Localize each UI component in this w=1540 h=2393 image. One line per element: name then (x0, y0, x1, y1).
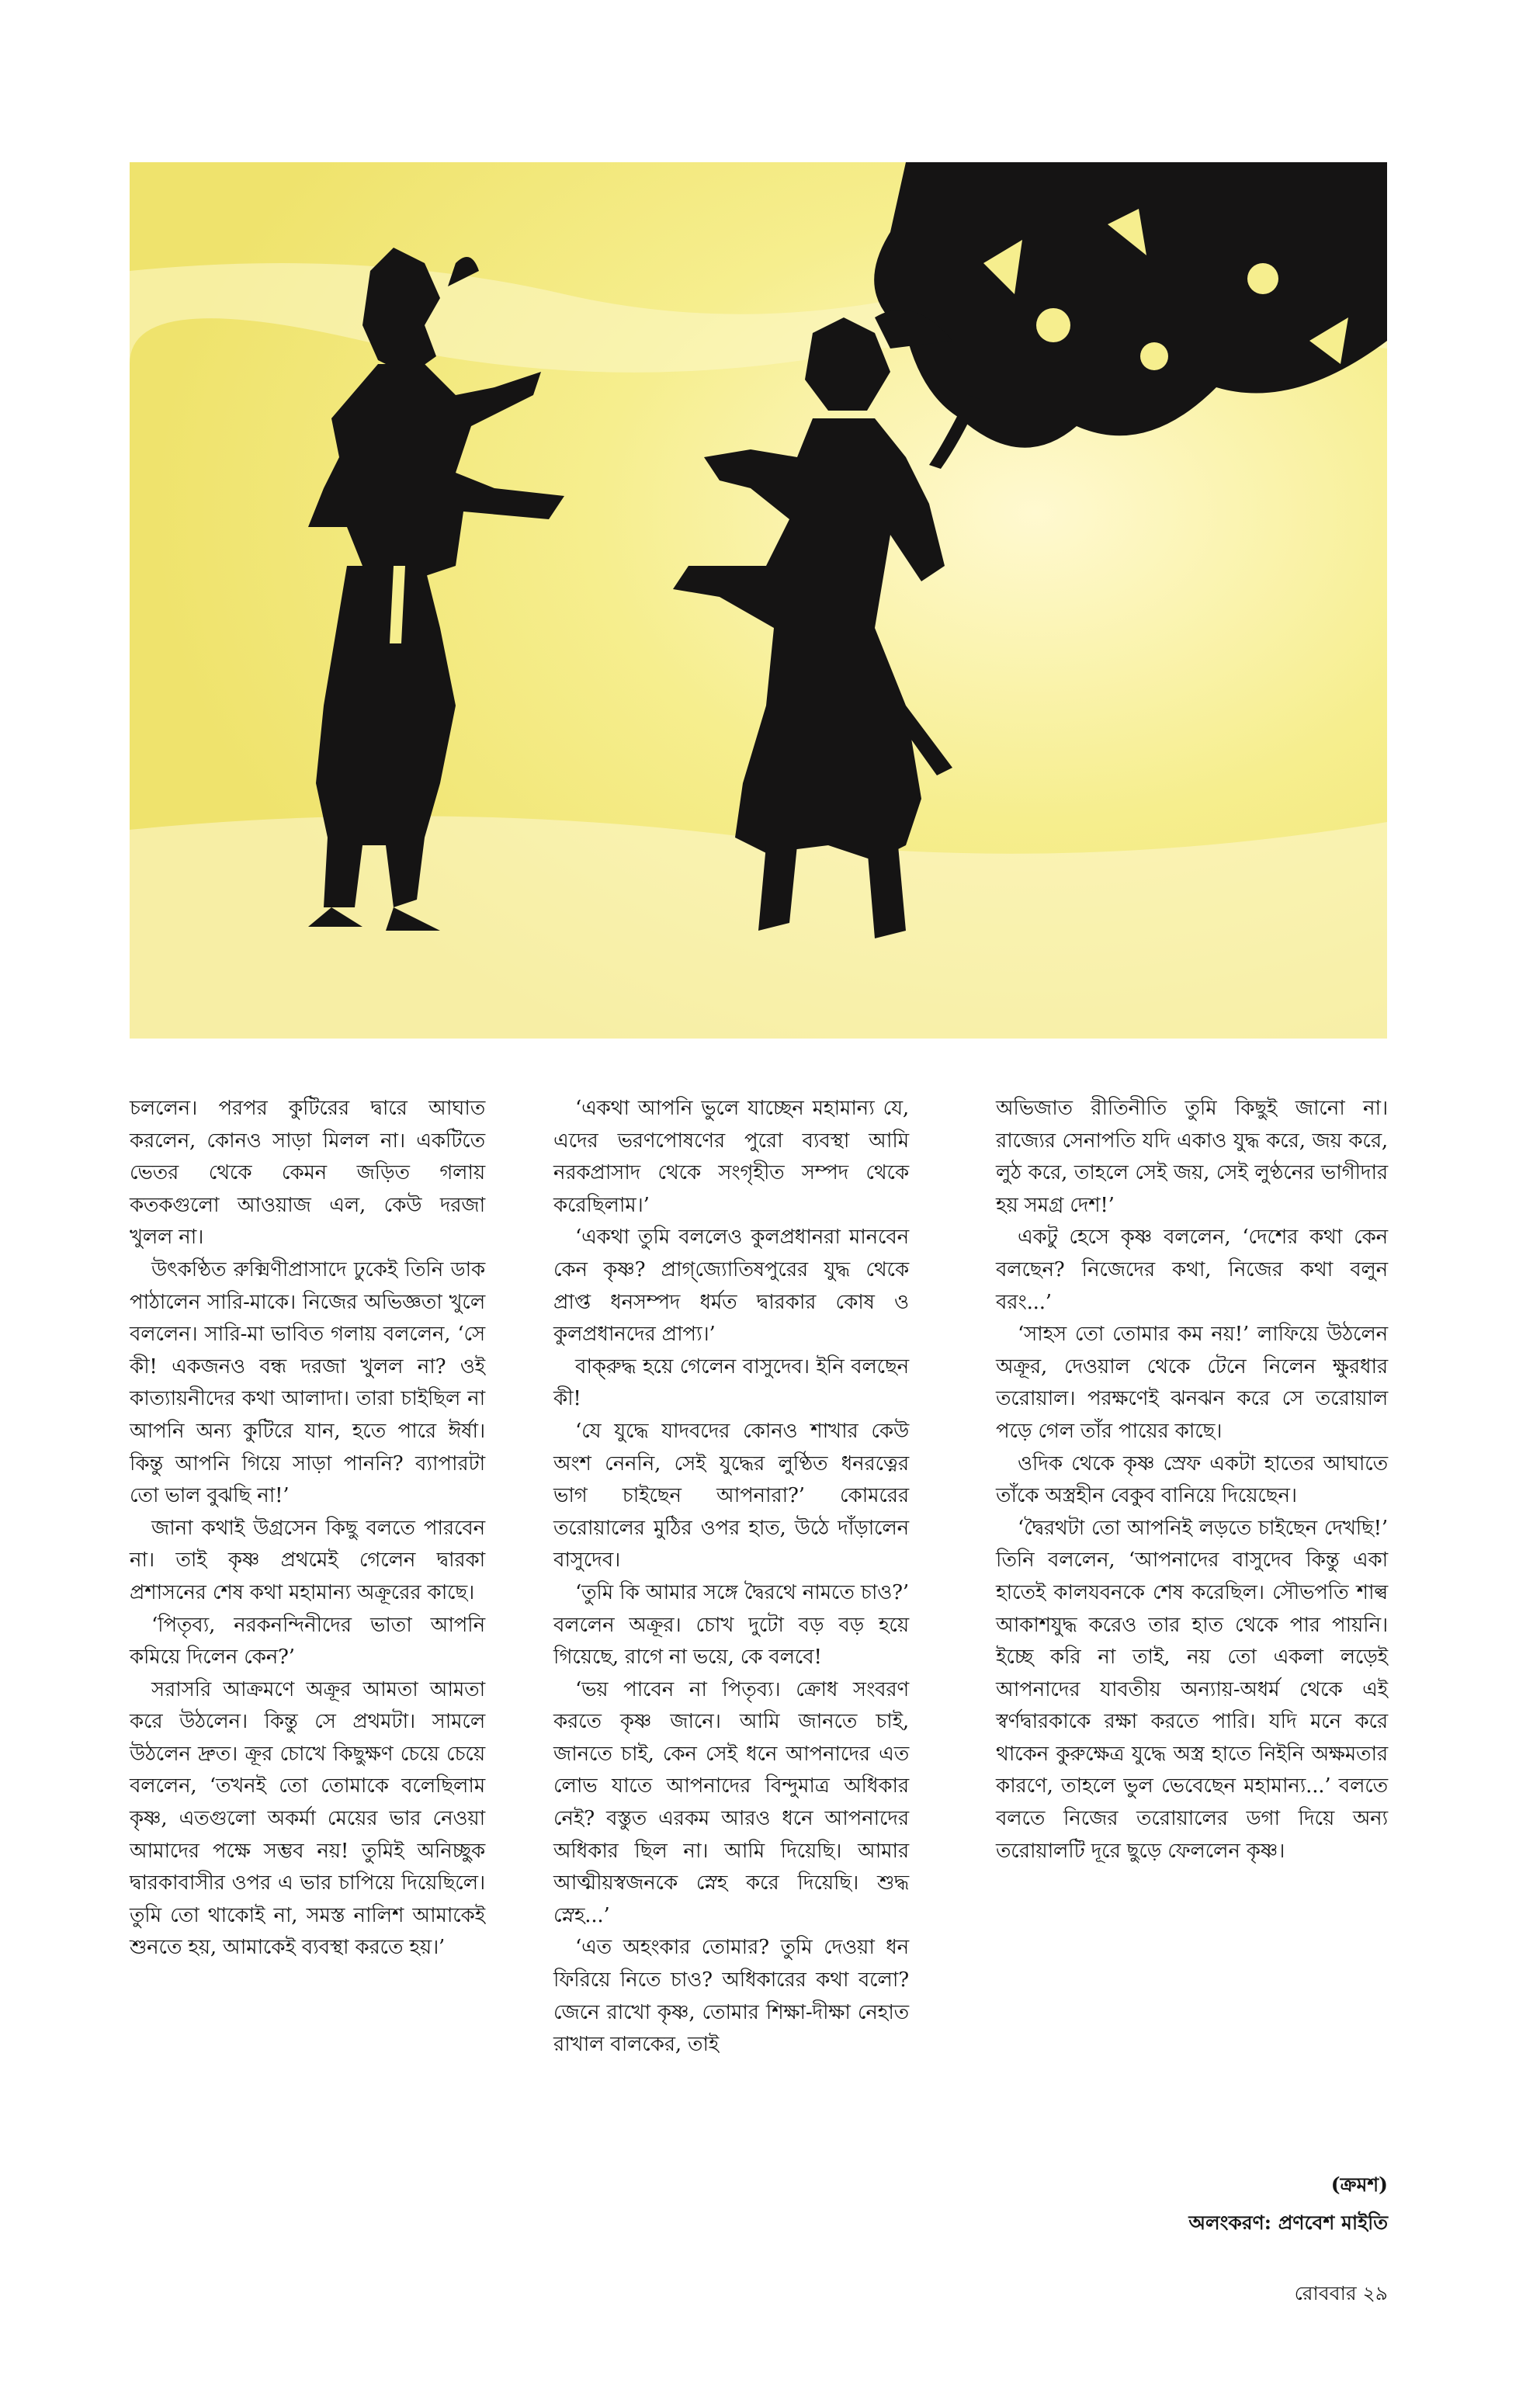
illustration-artwork (130, 162, 1387, 1039)
paragraph: ‘একথা তুমি বললেও কুলপ্রধানরা মানবেন কেন কৃষ্ণ? প্রাগ্‌জ্যোতিষপুরের যুদ্ধ থেকে প্রাপ্ত ধনসম্পদ ধর্মত দ্বারকার কোষ ও কুলপ্রধানদের প্রাপ্য।’ (553, 1226, 909, 1347)
paragraph: জানা কথাই উগ্রসেন কিছু বলতে পারবেন না। তাই কৃষ্ণ প্রথমেই গেলেন দ্বারকা প্রশাসনের শেষ কথা মহামান্য অক্রূরের কাছে। (130, 1516, 485, 1604)
paragraph: ‘ভয় পাবেন না পিতৃব্য। ক্রোধ সংবরণ করতে কৃষ্ণ জানে। আমি জানতে চাই, জানতে চাই, কেন সেই ধনে আপনাদের এত লোভ যাতে আপনাদের বিন্দুমাত্র অধিকার নেই? বস্তুত এরকম আরও ধনে আপনাদের অধিকার ছিল না। আমি দিয়েছি। আমার আত্মীয়স্বজনকে স্নেহ করে দিয়েছি। শুদ্ধ স্নেহ...’ (553, 1677, 909, 1927)
paragraph: অভিজাত রীতিনীতি তুমি কিছুই জানো না। রাজ্যের সেনাপতি যদি একাও যুদ্ধ করে, জয় করে, লুঠ করে, তাহলে সেই জয়, সেই লুণ্ঠনের ভাগীদার হয় সমগ্র দেশ!’ (996, 1097, 1388, 1217)
paragraph: চললেন। পরপর কুটিরের দ্বারে আঘাত করলেন, কোনও সাড়া মিলল না। একটিতে ভেতর থেকে কেমন জড়িত গলায় কতকগুলো আওয়াজ এল, কেউ দরজা খুলল না। (130, 1097, 485, 1250)
paragraph: উৎকণ্ঠিত রুক্মিণীপ্রাসাদে ঢুকেই তিনি ডাক পাঠালেন সারি-মাকে। নিজের অভিজ্ঞতা খুলে বললেন। সারি-মা ভাবিত গলায় বললেন, ‘সে কী! একজনও বন্ধ দরজা খুলল না? ওই কাত্যায়নীদের কথা আলাদা। তারা চাইছিল না আপনি অন্য কুটিরে যান, হতে পারে ঈর্ষা। কিন্তু আপনি গিয়ে সাড়া পাননি? ব্যাপারটা তো ভাল বুঝছি না!’ (130, 1257, 485, 1508)
brush-stroke (130, 816, 1387, 1039)
paragraph: ‘দ্বৈরথটা তো আপনিই লড়তে চাইছেন দেখছি!’ তিনি বললেন, ‘আপনাদের বাসুদেব কিন্তু একা হাতেই কালযবনকে শেষ করেছিল। সৌভপতি শাল্ব আকাশযুদ্ধ করেও তার হাত থেকে পার পায়নি। ইচ্ছে করি না তাই, নয় তো একলা লড়েই আপনাদের যাবতীয় অন্যায়-অধর্ম থেকে এই স্বর্ণদ্বারকাকে রক্ষা করতে পারি। যদি মনে করে থাকেন কুরুক্ষেত্র যুদ্ধে অস্ত্র হাতে নিইনি অক্ষমতার কারণে, তাহলে ভুল ভেবেছেন মহামান্য...’ বলতে বলতে নিজের তরোয়ালের ডগা দিয়ে অন্য তরোয়ালটি দূরে ছুড়ে ফেললেন কৃষ্ণ। (996, 1516, 1388, 1863)
paragraph: ‘সাহস তো তোমার কম নয়!’ লাফিয়ে উঠলেন অক্রূর, দেওয়াল থেকে টেনে নিলেন ক্ষুরধার তরোয়াল। পরক্ষণেই ঝনঝন করে সে তরোয়াল পড়ে গেল তাঁর পায়ের কাছে। (996, 1323, 1388, 1443)
continued-note: (ক্রমশ) (1330, 2173, 1388, 2196)
paragraph: ‘একথা আপনি ভুলে যাচ্ছেন মহামান্য যে, এদের ভরণপোষণের পুরো ব্যবস্থা আমি নরকপ্রাসাদ থেকে সংগৃহীত সম্পদ থেকে করেছিলাম।’ (553, 1097, 909, 1217)
text-column-2 (553, 1093, 909, 2062)
paragraph: সরাসরি আক্রমণে অক্রূর আমতা আমতা করে উঠলেন। কিন্তু সে প্রথমটা। সামলে উঠলেন দ্রুত। ক্রূর চোখে কিছুক্ষণ চেয়ে চেয়ে বললেন, ‘তখনই তো তোমাকে বলেছিলাম কৃষ্ণ, এতগুলো অকর্মা মেয়ের ভার নেওয়া আমাদের পক্ষে সম্ভব নয়! তুমিই অনিচ্ছুক দ্বারকাবাসীর ওপর এ ভার চাপিয়ে দিয়েছিলে। তুমি তো থাকোই না, সমস্ত নালিশ আমাকেই শুনতে হয়, আমাকেই ব্যবস্থা করতে হয়।’ (130, 1677, 485, 1960)
text-column-3 (996, 1093, 1388, 1868)
silhouette-illustration (130, 162, 1387, 1039)
paragraph: ‘তুমি কি আমার সঙ্গে দ্বৈরথে নামতে চাও?’ বললেন অক্রূর। চোখ দুটো বড় বড় হয়ে গিয়েছে, রাগে না ভয়ে, কে বলবে! (553, 1580, 909, 1670)
text-column-1 (130, 1093, 485, 1965)
page-folio: রোববার ২৯ (1294, 2282, 1388, 2305)
paragraph: বাক্‌রুদ্ধ হয়ে গেলেন বাসুদেব। ইনি বলছেন কী! (553, 1354, 909, 1411)
paragraph: ওদিক থেকে কৃষ্ণ স্রেফ একটা হাতের আঘাতে তাঁকে অস্ত্রহীন বেকুব বানিয়ে দিয়েছেন। (996, 1451, 1388, 1508)
paragraph: ‘এত অহংকার তোমার? তুমি দেওয়া ধন ফিরিয়ে নিতে চাও? অধিকারের কথা বলো? জেনে রাখো কৃষ্ণ, তোমার শিক্ষা-দীক্ষা নেহাত রাখাল বালকের, তাই (553, 1936, 909, 2057)
paragraph: ‘পিতৃব্য, নরকনন্দিনীদের ভাতা আপনি কমিয়ে দিলেন কেন?’ (130, 1613, 485, 1670)
paragraph: ‘যে যুদ্ধে যাদবদের কোনও শাখার কেউ অংশ নেননি, সেই যুদ্ধের লুণ্ঠিত ধনরত্নের ভাগ চাইছেন আপনারা?’ কোমরের তরোয়ালের মুঠির ওপর হাত, উঠে দাঁড়ালেন বাসুদেব। (553, 1419, 909, 1573)
illustration-credit: অলংকরণ: প্রণবেশ মাইতি (1188, 2211, 1388, 2234)
paragraph: একটু হেসে কৃষ্ণ বললেন, ‘দেশের কথা কেন বলছেন? নিজেদের কথা, নিজের কথা বলুন বরং...’ (996, 1226, 1388, 1314)
